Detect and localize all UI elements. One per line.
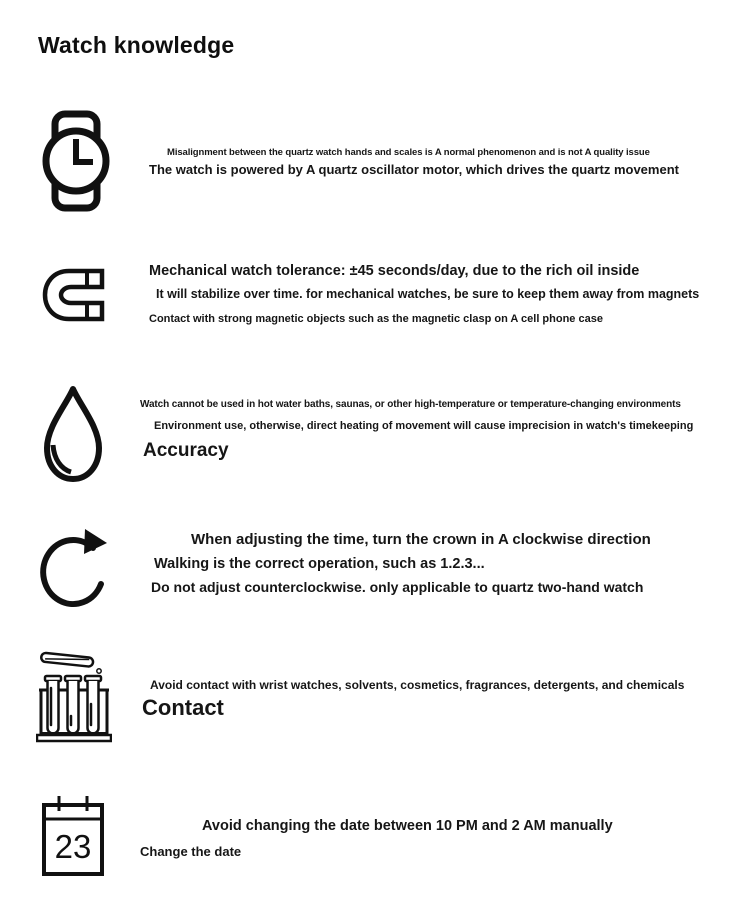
quartz-note-main: The watch is powered by A quartz oscillator motor, which drives the quartz movement (149, 162, 679, 177)
date-change-warning-line: Avoid changing the date between 10 PM and 2 AM manually (202, 818, 613, 834)
chemicals-warning-line: Avoid contact with wrist watches, solvents, cosmetics, fragrances, detergents, and chemicals (150, 678, 685, 692)
counterclockwise-warning-line: Do not adjust counterclockwise. only applicable to quartz two-hand watch (151, 579, 644, 595)
change-date-heading: Change the date (140, 844, 242, 859)
calendar-icon (40, 794, 106, 878)
contact-heading: Contact (142, 695, 224, 720)
calendar-day-number: 23 (54, 828, 92, 865)
environment-warning-line: Environment use, otherwise, direct heating of movement will cause imprecision in watch's timekeeping (154, 420, 694, 432)
page-title: Watch knowledge (38, 32, 235, 58)
magnet-contact-line: Contact with strong magnetic objects such as the magnetic clasp on A cell phone case (149, 313, 603, 325)
quartz-note-small: Misalignment between the quartz watch hands and scales is A normal phenomenon and is not A quality issue (167, 147, 650, 158)
magnet-stabilize-line: It will stabilize over time. for mechanical watches, be sure to keep them away from magnets (156, 287, 700, 301)
walking-operation-line: Walking is the correct operation, such as 1.2.3... (154, 556, 485, 572)
wristwatch-icon (40, 110, 112, 212)
test-tubes-icon (36, 648, 112, 744)
temperature-warning-line: Watch cannot be used in hot water baths, saunas, or other high-temperature or temperature-changing environments (140, 399, 681, 410)
magnet-icon (42, 264, 106, 326)
clockwise-arrow-icon (36, 524, 110, 610)
magnet-tolerance-line: Mechanical watch tolerance: ±45 seconds/day, due to the rich oil inside (149, 263, 640, 279)
accuracy-heading: Accuracy (143, 440, 229, 461)
crown-clockwise-line: When adjusting the time, turn the crown in A clockwise direction (191, 531, 651, 548)
water-drop-icon (38, 382, 108, 486)
